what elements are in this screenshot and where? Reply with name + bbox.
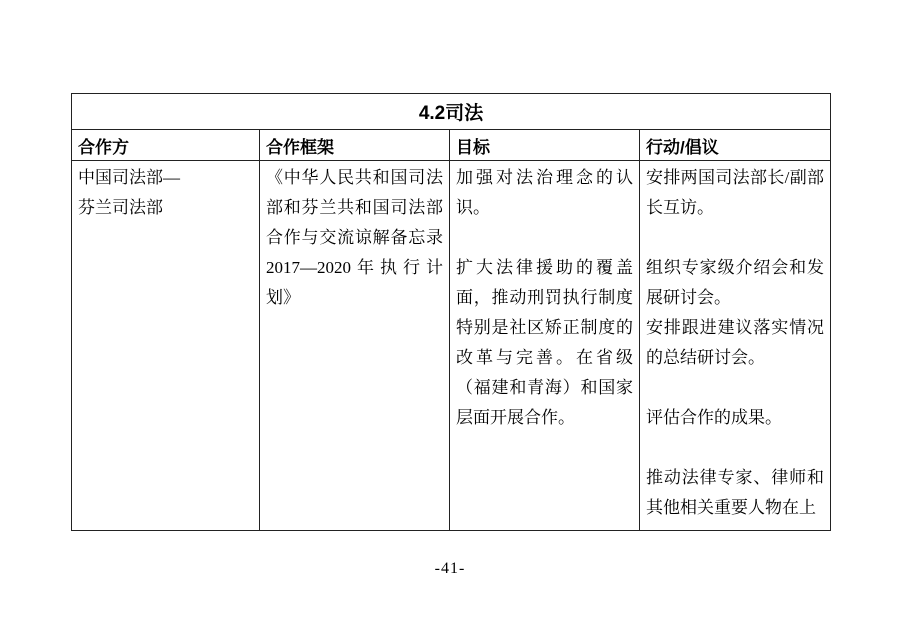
column-header-goals: 目标 xyxy=(450,130,640,161)
cell-actions xyxy=(640,161,831,531)
cell-partner xyxy=(72,161,260,531)
page-number: -41- xyxy=(434,560,466,577)
column-header-actions: 行动/倡议 xyxy=(640,130,831,161)
cell-framework xyxy=(260,161,450,531)
table-title-row xyxy=(72,94,831,130)
framework-text: 《中华人民共和国司法部和芬兰共和国司法部合作与交流谅解备忘录2017—2020年执行计划》 xyxy=(266,168,443,307)
goal-paragraph-2: 扩大法律援助的覆盖面，推动刑罚执行制度特别是社区矫正制度的改革与完善。在省级（福建和青海）和国家层面开展合作。 xyxy=(456,258,633,427)
table-title: 4.2司法 xyxy=(72,94,831,130)
action-paragraph-1: 安排两国司法部长/副部长互访。 xyxy=(646,168,825,217)
partner-line-1: 中国司法部— xyxy=(78,168,180,187)
goal-paragraph-1: 加强对法治理念的认识。 xyxy=(456,168,633,217)
cooperation-table xyxy=(71,93,831,531)
column-header-framework: 合作框架 xyxy=(260,130,450,161)
cell-goals xyxy=(450,161,640,531)
action-paragraph-3: 安排跟进建议落实情况的总结研讨会。 xyxy=(646,318,825,367)
table-header-row xyxy=(72,130,831,161)
partner-line-2: 芬兰司法部 xyxy=(78,198,163,217)
action-paragraph-4: 评估合作的成果。 xyxy=(646,408,782,427)
action-paragraph-2: 组织专家级介绍会和发展研讨会。 xyxy=(646,258,825,307)
column-header-partner: 合作方 xyxy=(72,130,260,161)
action-paragraph-5: 推动法律专家、律师和其他相关重要人物在上 xyxy=(646,468,825,517)
table-data-row xyxy=(72,161,831,531)
